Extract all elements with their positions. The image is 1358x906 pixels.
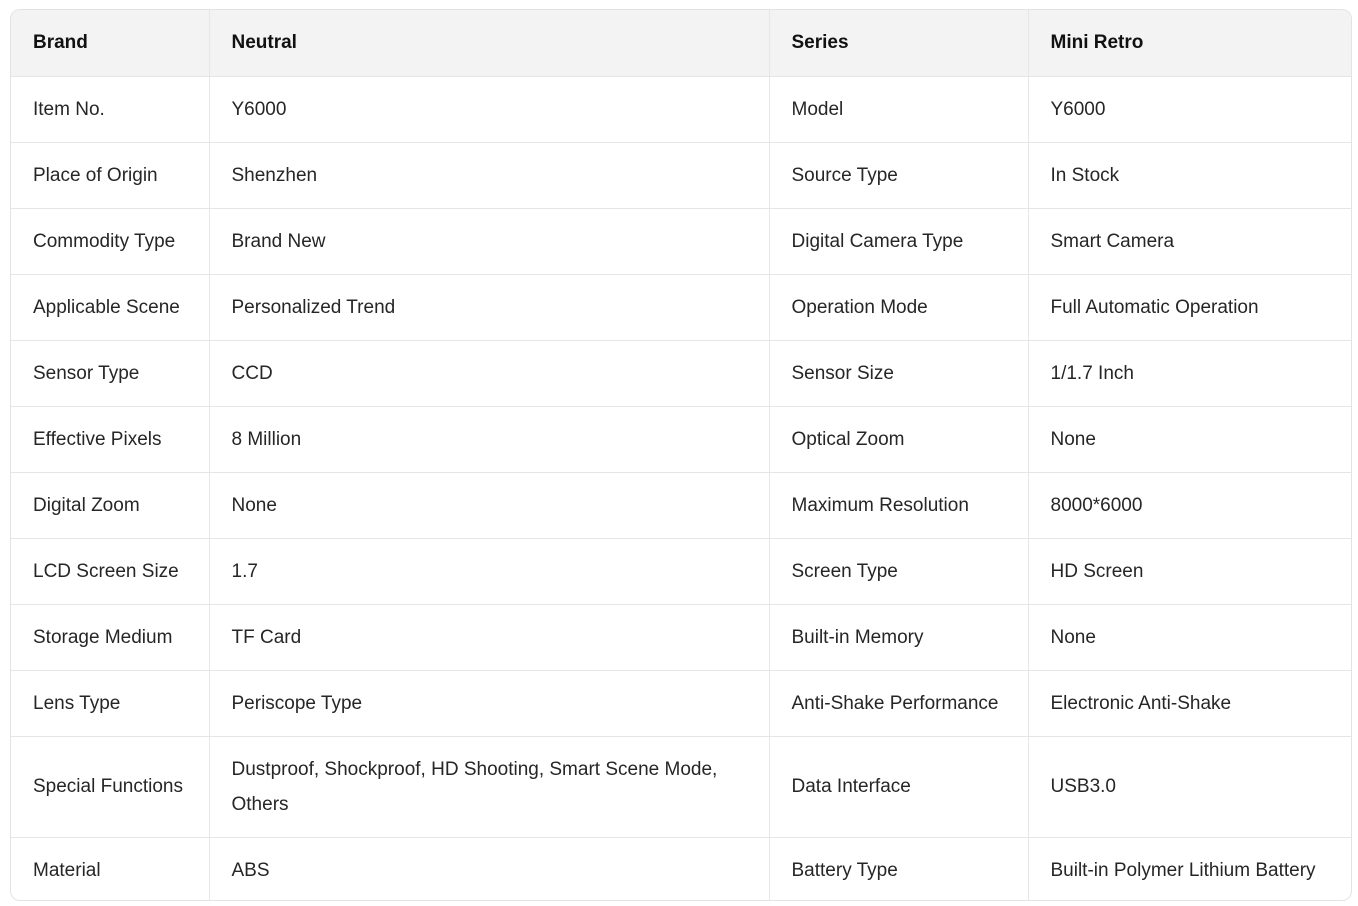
table-row <box>11 208 1351 274</box>
spec-value: None <box>1028 406 1351 472</box>
spec-label: Anti-Shake Performance <box>769 670 1028 736</box>
spec-label: Source Type <box>769 142 1028 208</box>
table-row <box>11 538 1351 604</box>
table-row <box>11 837 1351 901</box>
header-cell-series-value: Mini Retro <box>1028 10 1351 76</box>
spec-label: Maximum Resolution <box>769 472 1028 538</box>
header-cell-brand-label: Brand <box>11 10 209 76</box>
table-row <box>11 340 1351 406</box>
spec-label: Sensor Type <box>11 340 209 406</box>
spec-value: None <box>209 472 769 538</box>
spec-label: Battery Type <box>769 837 1028 901</box>
spec-label: Storage Medium <box>11 604 209 670</box>
spec-value: Periscope Type <box>209 670 769 736</box>
spec-value: Smart Camera <box>1028 208 1351 274</box>
spec-value: Built-in Polymer Lithium Battery <box>1050 859 1316 881</box>
spec-label: Special Functions <box>11 736 209 837</box>
spec-label: Effective Pixels <box>11 406 209 472</box>
spec-value: Y6000 <box>1028 76 1351 142</box>
header-cell-brand-value: Neutral <box>209 10 769 76</box>
spec-value: Electronic Anti-Shake <box>1028 670 1351 736</box>
table-header-row <box>11 10 1351 76</box>
table-row <box>11 274 1351 340</box>
spec-value: 1/1.7 Inch <box>1028 340 1351 406</box>
spec-value: TF Card <box>209 604 769 670</box>
spec-label: Sensor Size <box>769 340 1028 406</box>
table-row <box>11 406 1351 472</box>
spec-label: Data Interface <box>769 736 1028 837</box>
spec-label: Operation Mode <box>769 274 1028 340</box>
spec-label: Lens Type <box>11 670 209 736</box>
spec-value: In Stock <box>1028 142 1351 208</box>
spec-label: Digital Camera Type <box>769 208 1028 274</box>
spec-table-container <box>10 9 1352 901</box>
table-row <box>11 604 1351 670</box>
spec-value: Dustproof, Shockproof, HD Shooting, Smart Scene Mode, Others <box>209 736 769 837</box>
spec-label: Item No. <box>11 76 209 142</box>
spec-label: Digital Zoom <box>11 472 209 538</box>
spec-value: 8 Million <box>209 406 769 472</box>
table-row <box>11 472 1351 538</box>
spec-label: Screen Type <box>769 538 1028 604</box>
spec-label: Place of Origin <box>11 142 209 208</box>
table-row <box>11 76 1351 142</box>
spec-value: Personalized Trend <box>209 274 769 340</box>
spec-label: Built-in Memory <box>769 604 1028 670</box>
spec-label: Model <box>769 76 1028 142</box>
spec-table <box>11 10 1351 901</box>
spec-label: Material <box>11 837 209 901</box>
spec-value: Shenzhen <box>209 142 769 208</box>
header-cell-series-label: Series <box>769 10 1028 76</box>
table-row <box>11 670 1351 736</box>
spec-value: Y6000 <box>209 76 769 142</box>
spec-value: ABS <box>209 837 769 901</box>
spec-value: Full Automatic Operation <box>1028 274 1351 340</box>
spec-value: HD Screen <box>1028 538 1351 604</box>
spec-value: 1.7 <box>209 538 769 604</box>
spec-value: USB3.0 <box>1028 736 1351 837</box>
table-row <box>11 142 1351 208</box>
table-row <box>11 736 1351 837</box>
spec-label: Applicable Scene <box>11 274 209 340</box>
spec-value: 8000*6000 <box>1028 472 1351 538</box>
spec-label: Optical Zoom <box>769 406 1028 472</box>
spec-value: None <box>1028 604 1351 670</box>
spec-label: LCD Screen Size <box>11 538 209 604</box>
spec-label: Commodity Type <box>11 208 209 274</box>
spec-value: CCD <box>209 340 769 406</box>
spec-value: Brand New <box>209 208 769 274</box>
